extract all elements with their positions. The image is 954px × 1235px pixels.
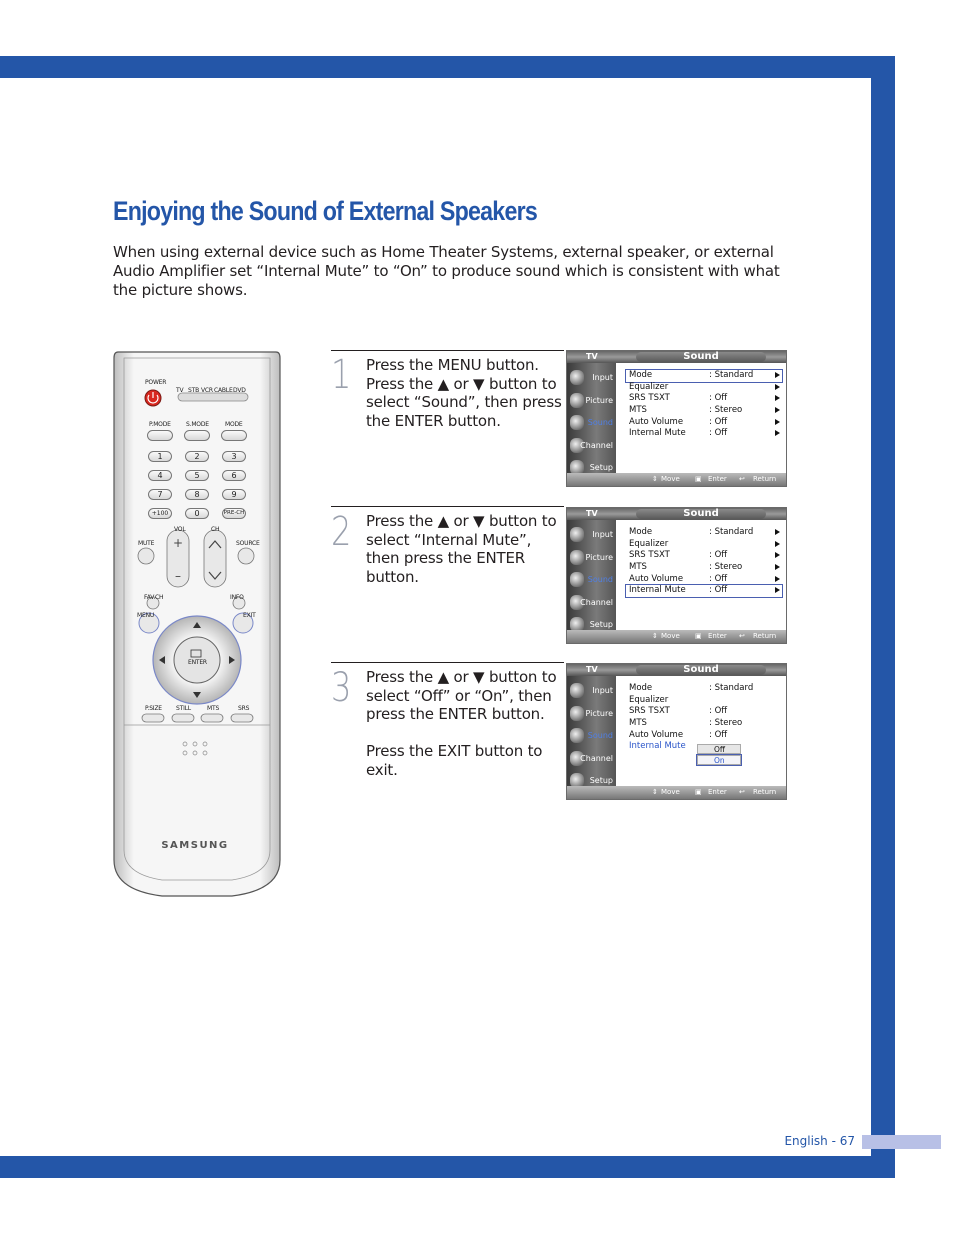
key-5: 5 <box>185 470 209 481</box>
osd-screen-step-3: TV Sound Input Picture Sound Channel Setup Mode : Standard Equalizer SRS TSXT : Off MTS : Stereo Auto Volume : Off Internal Mute Off On ⇕ Move ▣ Enter ↩ Return <box>566 663 787 800</box>
osd-title: Sound <box>683 664 719 675</box>
osd-sidebar-picture: Picture <box>567 390 616 412</box>
top-frame-bar <box>0 56 895 78</box>
osd-sidebar-channel: Channel <box>567 435 616 457</box>
osd-row-internal-mute: Internal Mute <box>629 741 686 752</box>
arrow-right-icon <box>775 541 780 547</box>
mode-button <box>221 430 247 441</box>
picture-icon <box>570 550 584 565</box>
osd-row-equalizer: Equalizer <box>629 694 669 705</box>
osd-menu-list <box>626 370 782 440</box>
move-icon: ⇕ <box>652 632 658 640</box>
key-7: 7 <box>148 489 172 500</box>
osd-row-equalizer: Equalizer <box>626 382 782 394</box>
osd-option-off: Off <box>697 744 741 754</box>
enter-icon: ▣ <box>695 788 702 796</box>
step-3-text: Press the ▲ or ▼ button to select “Off” or “On”, then press the ENTER button. Press the EXIT button to exit. <box>366 668 557 779</box>
sound-icon <box>570 728 584 743</box>
osd-screen-step-1: TV Sound Input Picture Sound Channel Setup Mode : Standard Equalizer SRS TSXT : Off MTS : Stereo Auto Volume : Off Internal Mute : Off ⇕ Move ▣ Enter ↩ Return <box>566 350 787 487</box>
key-3: 3 <box>222 451 246 462</box>
osd-sidebar-setup: Setup <box>567 614 616 636</box>
key-2: 2 <box>185 451 209 462</box>
enter-icon: ▣ <box>695 632 702 640</box>
osd-sidebar <box>567 520 616 632</box>
return-icon: ↩ <box>739 632 745 640</box>
osd-sidebar-sound: Sound <box>567 725 616 747</box>
step-2-number: 2 <box>331 509 352 555</box>
osd-sidebar-sound: Sound <box>567 412 616 434</box>
enter-icon: ▣ <box>695 475 702 483</box>
osd-row-srs-tsxt: SRS TSXT : Off <box>626 550 782 562</box>
osd-row-mode: Mode : Standard <box>629 683 754 693</box>
osd-row-equalizer: Equalizer <box>626 539 782 551</box>
step-3-rule <box>331 662 564 663</box>
key-prech: PRE-CH <box>222 508 246 519</box>
pmode-button <box>147 430 173 441</box>
osd-sidebar-picture: Picture <box>567 547 616 569</box>
sound-icon <box>570 572 584 587</box>
step-1-number: 1 <box>331 352 352 398</box>
osd-sidebar-setup: Setup <box>567 457 616 479</box>
osd-row-auto-volume: Auto Volume : Off <box>626 417 782 429</box>
arrow-right-icon <box>775 529 780 535</box>
smode-button <box>184 430 210 441</box>
return-icon: ↩ <box>739 788 745 796</box>
step-1-text: Press the MENU button. Press the ▲ or ▼ button to select “Sound”, then press the ENTER button. <box>366 356 562 430</box>
osd-row-mts: MTS : Stereo <box>629 718 743 729</box>
osd-sidebar <box>567 676 616 788</box>
osd-row-srs-tsxt: SRS TSXT : Off <box>626 393 782 405</box>
osd-sidebar-setup: Setup <box>567 770 616 792</box>
move-icon: ⇕ <box>652 788 658 796</box>
osd-title: Sound <box>683 508 719 519</box>
picture-icon <box>570 393 584 408</box>
picture-icon <box>570 706 584 721</box>
osd-menu-list <box>626 527 782 597</box>
arrow-right-icon <box>775 419 780 425</box>
move-icon: ⇕ <box>652 475 658 483</box>
osd-row-internal-mute: Internal Mute : Off <box>626 585 782 597</box>
osd-menu-list <box>626 683 782 753</box>
key-plus100: +100 <box>148 508 172 519</box>
osd-sidebar-input: Input <box>567 367 616 389</box>
osd-footer: ⇕ Move ▣ Enter ↩ Return <box>567 786 786 799</box>
osd-sidebar-input: Input <box>567 680 616 702</box>
arrow-right-icon <box>775 576 780 582</box>
arrow-right-icon <box>775 384 780 390</box>
page-title: Enjoying the Sound of External Speakers <box>113 196 537 226</box>
step-1-rule <box>331 350 564 351</box>
step-3-number: 3 <box>331 665 352 711</box>
page-number: English - 67 <box>784 1134 855 1148</box>
osd-sidebar-channel: Channel <box>567 748 616 770</box>
step-2-text: Press the ▲ or ▼ button to select “Internal Mute”, then press the ENTER button. <box>366 512 557 586</box>
arrow-right-icon <box>775 372 780 378</box>
key-9: 9 <box>222 489 246 500</box>
key-6: 6 <box>222 470 246 481</box>
svg-text:–: – <box>175 569 181 583</box>
osd-footer: ⇕ Move ▣ Enter ↩ Return <box>567 630 786 643</box>
intro-paragraph: When using external device such as Home Theater Systems, external speaker, or external Audio Amplifier set “Internal Mute” to “On” to produce sound which is consistent with what the picture shows. <box>113 243 780 300</box>
osd-title: Sound <box>683 351 719 362</box>
svg-text:+: + <box>172 536 184 550</box>
osd-row-auto-volume: Auto Volume : Off <box>629 729 728 740</box>
remote-control-illustration: + – SAMSUNG POWER TV STB VCR CABLE DVD P.MODE S.MODE MODE 1 2 3 4 5 6 7 8 9 +100 0 PRE-CH VOL CH MUTE SOURCE FAV.CH INFO MENU EXIT ENTER P.SIZE STILL MTS SRS <box>112 350 282 898</box>
return-icon: ↩ <box>739 475 745 483</box>
osd-row-mode: Mode : Standard <box>626 527 782 539</box>
key-1: 1 <box>148 451 172 462</box>
input-icon <box>570 527 584 542</box>
osd-sidebar <box>567 363 616 475</box>
step-2-rule <box>331 506 564 507</box>
arrow-right-icon <box>775 564 780 570</box>
input-icon <box>570 683 584 698</box>
arrow-right-icon <box>775 407 780 413</box>
right-frame-bar <box>871 56 895 1178</box>
osd-sidebar-picture: Picture <box>567 703 616 725</box>
remote-brand: SAMSUNG <box>161 840 229 851</box>
input-icon <box>570 370 584 385</box>
sound-icon <box>570 415 584 430</box>
osd-option-on: On <box>697 755 741 765</box>
arrow-right-icon <box>775 552 780 558</box>
osd-row-auto-volume: Auto Volume : Off <box>626 574 782 586</box>
osd-sidebar-channel: Channel <box>567 592 616 614</box>
osd-row-mts: MTS : Stereo <box>626 562 782 574</box>
osd-row-srs-tsxt: SRS TSXT : Off <box>629 706 728 717</box>
arrow-right-icon <box>775 587 780 593</box>
key-0: 0 <box>185 508 209 519</box>
footer-tab <box>862 1135 941 1149</box>
arrow-right-icon <box>775 430 780 436</box>
key-8: 8 <box>185 489 209 500</box>
key-4: 4 <box>148 470 172 481</box>
arrow-right-icon <box>775 395 780 401</box>
osd-screen-step-2: TV Sound Input Picture Sound Channel Setup Mode : Standard Equalizer SRS TSXT : Off MTS : Stereo Auto Volume : Off Internal Mute : Off ⇕ Move ▣ Enter ↩ Return <box>566 507 787 644</box>
osd-row-mts: MTS : Stereo <box>626 405 782 417</box>
osd-row-internal-mute: Internal Mute : Off <box>626 428 782 440</box>
bottom-frame-bar <box>0 1156 895 1178</box>
osd-sidebar-input: Input <box>567 524 616 546</box>
osd-sidebar-sound: Sound <box>567 569 616 591</box>
osd-row-mode: Mode : Standard <box>626 370 782 382</box>
osd-footer: ⇕ Move ▣ Enter ↩ Return <box>567 473 786 486</box>
